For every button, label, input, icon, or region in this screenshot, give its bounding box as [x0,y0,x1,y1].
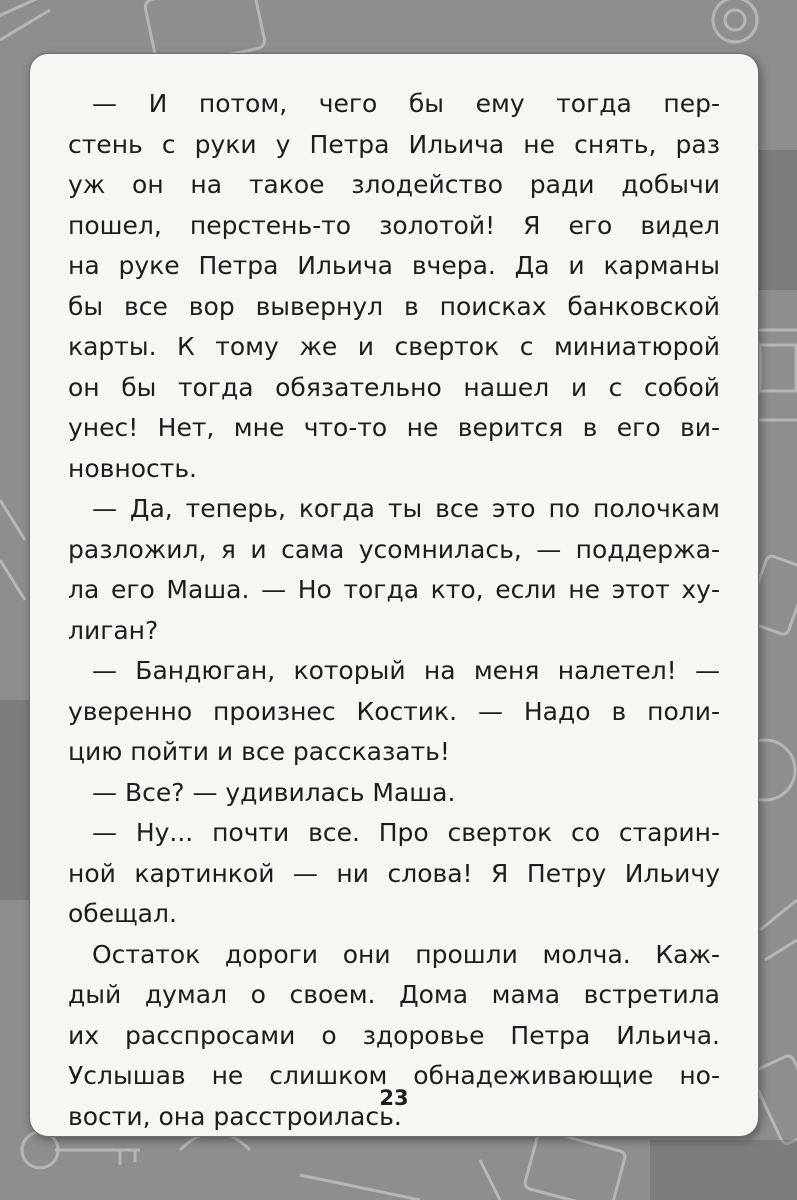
text-line: уверенно произнес Костик. — Надо в поли- [68,696,720,726]
text-line: Остаток дороги они прошли молча. Каж- [92,939,720,969]
text-line: вости, она расстроилась. [68,1101,402,1131]
text-line: ной картинкой — ни слова! Я Петру Ильичу [68,858,720,888]
book-page [30,54,758,1136]
text-line: унес! Нет, мне что-то не верится в его ви- [68,413,720,442]
text-line: — И потом, чего бы ему тогда пер- [92,89,720,118]
text-line: на руке Петра Ильича вчера. Да и карманы [68,251,720,280]
page-body-text [68,84,720,1137]
text-line: обещал. [68,899,177,928]
text-line: — Все? — удивилась Маша. [92,777,456,807]
text-line: — Бандюган, который на меня налетел! — [92,656,720,685]
text-line: стень с руки у Петра Ильича не снять, раз [68,129,720,159]
text-line: дый думал о своем. Дома мама встретила [68,980,720,1009]
text-line: он бы тогда обязательно нашел и с собой [68,372,720,402]
text-line: Услышав не слишком обнадеживающие но- [68,1061,720,1090]
text-line: — Ну... почти все. Про сверток со старин- [92,818,720,847]
text-line: цию пойти и все рассказать! [68,737,450,766]
text-line: новность. [68,453,198,483]
text-line: их расспросами о здоровье Петра Ильича. [68,1020,720,1050]
text-line: лиган? [68,615,159,645]
text-line: уж он на такое злодейство ради добычи [68,170,720,199]
text-line: — Да, теперь, когда ты все это по полочкам [92,494,720,523]
text-line: карты. К тому же и сверток с миниатюрой [68,332,720,361]
text-line: разложил, я и сама усомнилась, — поддержа- [68,534,720,564]
text-line: пошел, перстень-то золотой! Я его видел [68,210,720,240]
text-line: ла его Маша. — Но тогда кто, если не этот ху- [68,575,720,604]
page-number: 23 [379,1086,409,1110]
text-line: бы все вор вывернул в поисках банковской [68,291,720,321]
